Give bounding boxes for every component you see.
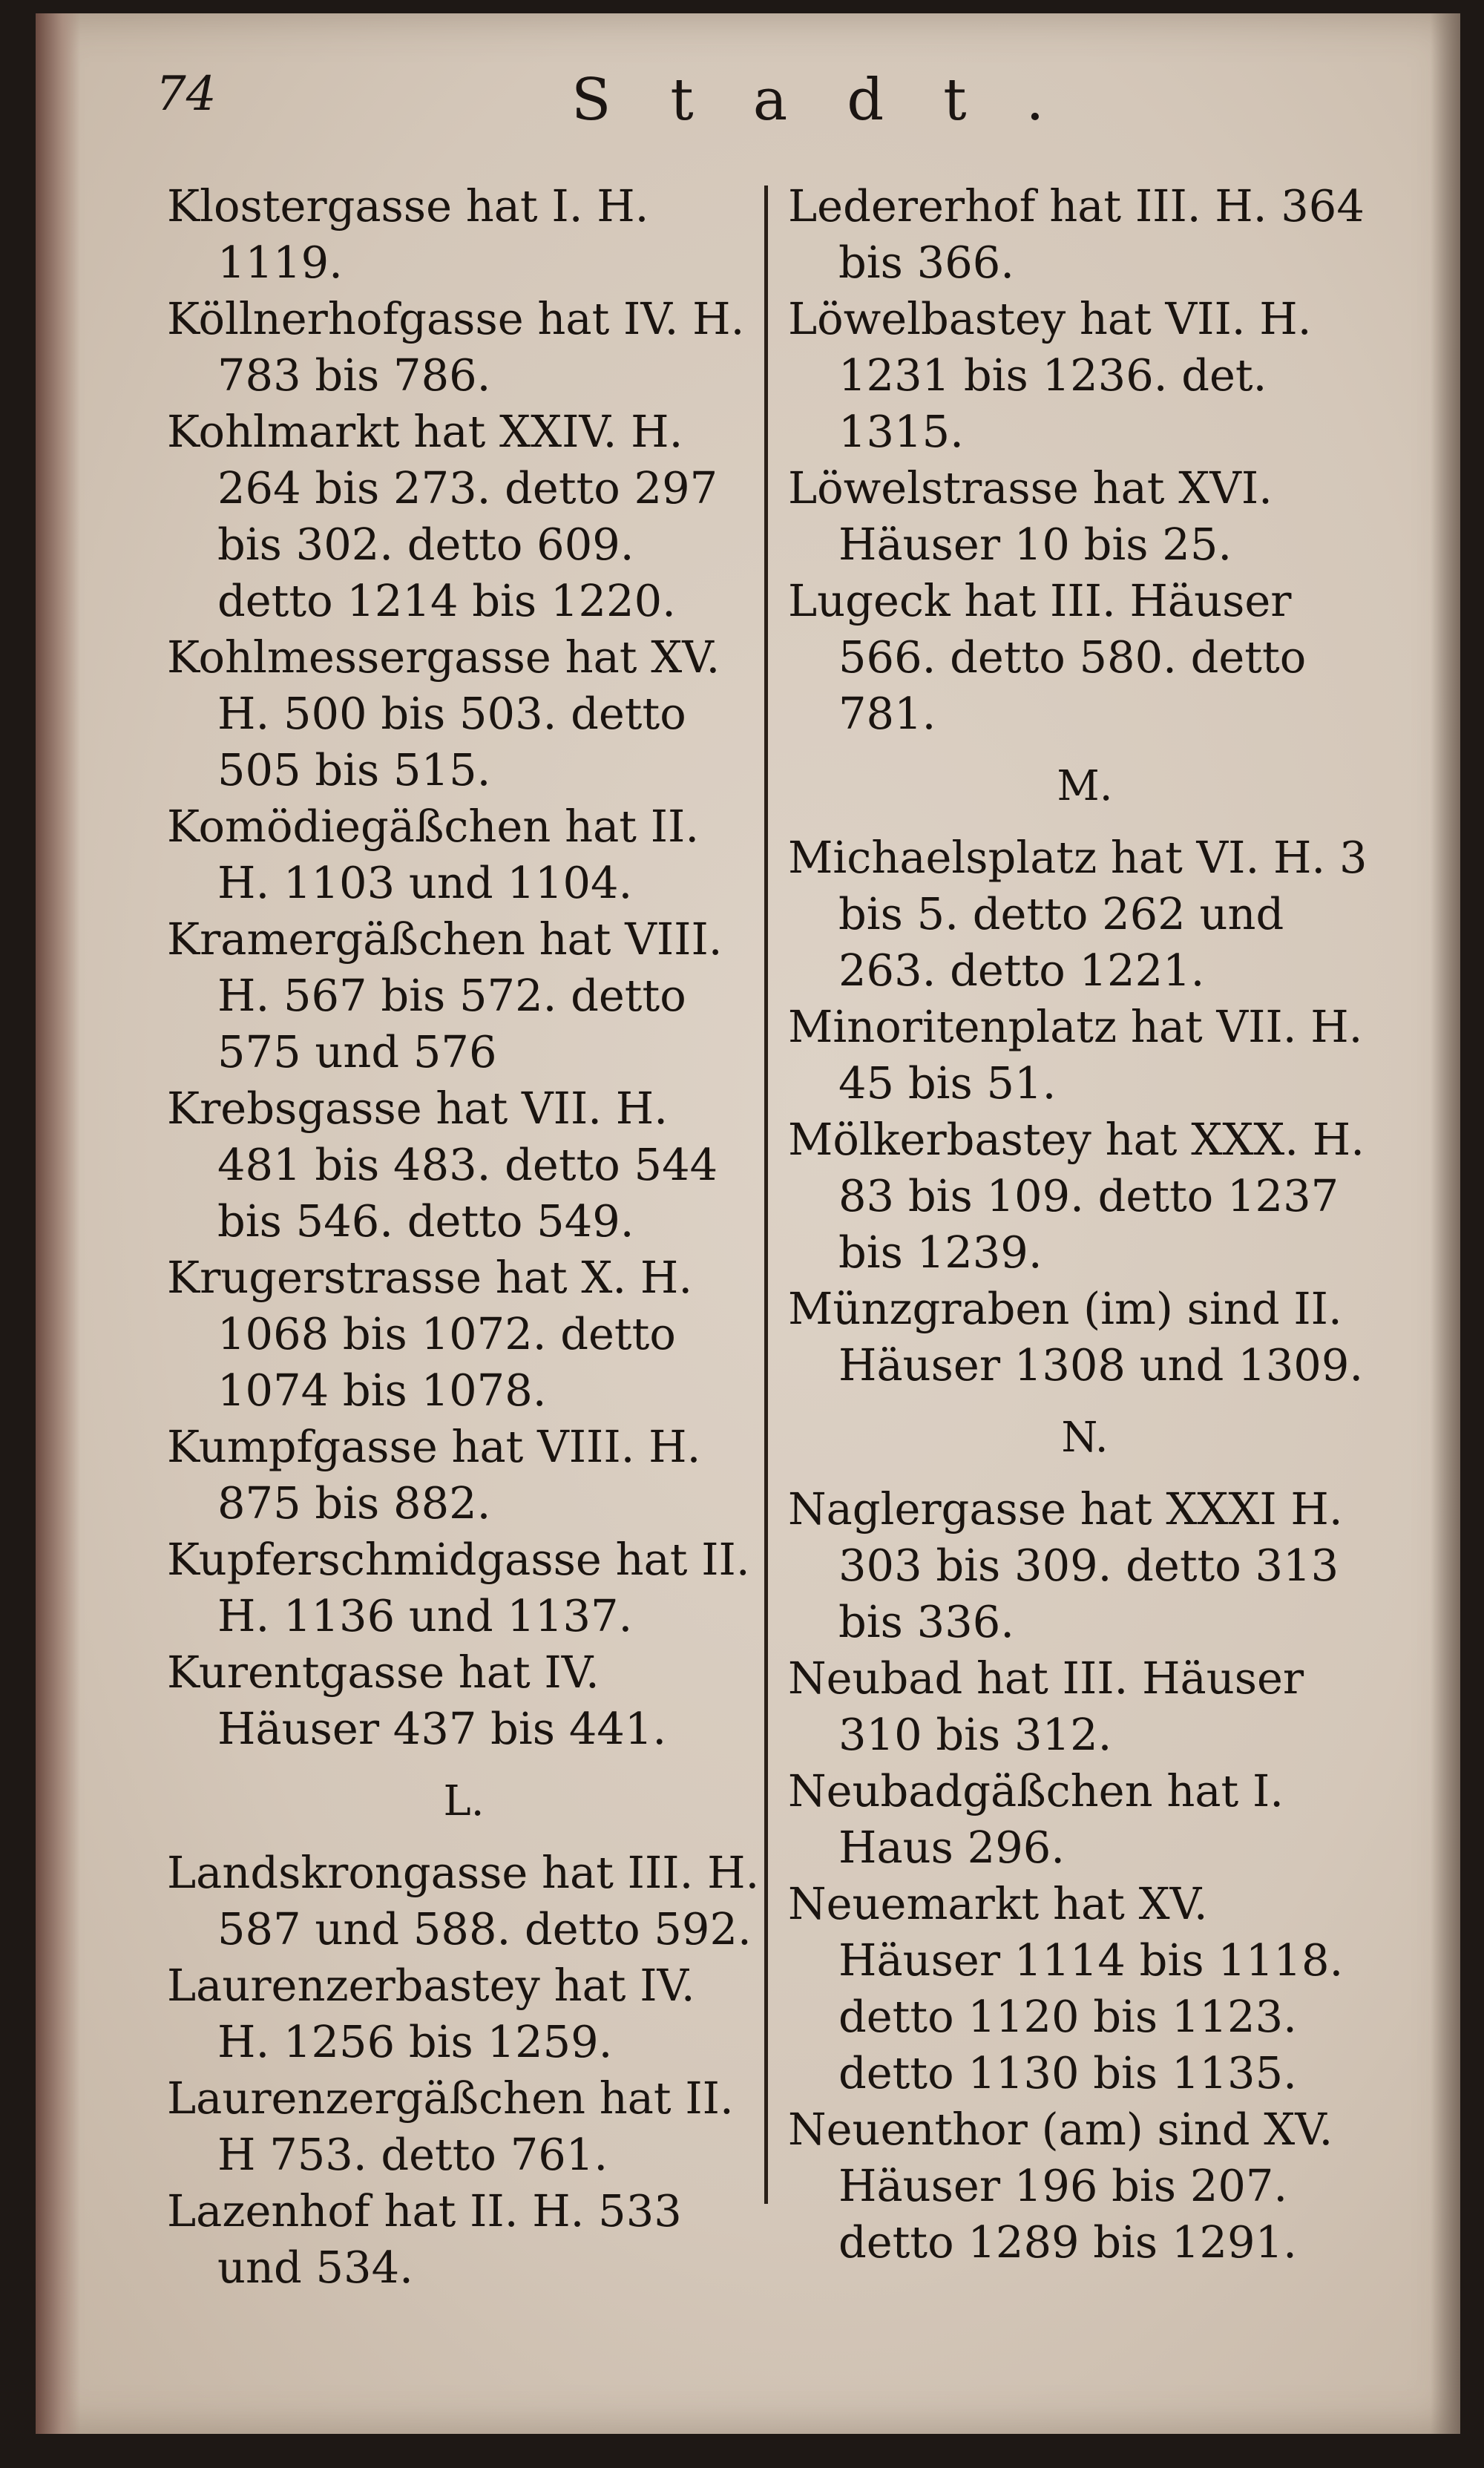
list-item: Kohlmarkt hat XXIV. H. 264 bis 273. detto 297 bis 302. detto 609. detto 1214 bis 1220.: [167, 406, 718, 626]
list-item: Naglergasse hat XXXI H. 303 bis 309. detto 313 bis 336.: [788, 1483, 1343, 1647]
page-number: 74: [156, 67, 217, 122]
list-item: Kohlmessergasse hat XV. H. 500 bis 503. detto 505 bis 515.: [167, 631, 720, 795]
page-edge: [1431, 13, 1460, 2434]
list-item: Löwelbastey hat VII. H. 1231 bis 1236. det. 1315.: [788, 293, 1312, 457]
section-letter: L.: [443, 1777, 485, 1825]
list-item: Laurenzerbastey hat IV. H. 1256 bis 1259.: [167, 1960, 695, 2067]
list-item: Lazenhof hat II. H. 533 und 534.: [167, 2185, 682, 2293]
left-column: [167, 178, 761, 2296]
section-letter: M.: [1057, 762, 1113, 810]
page-gutter: [36, 13, 80, 2434]
list-item: Landskrongasse hat III. H. 587 und 588. detto 592.: [167, 1847, 760, 1955]
list-item: Komödiegäßchen hat II. H. 1103 und 1104.: [167, 801, 700, 908]
list-item: Krugerstrasse hat X. H. 1068 bis 1072. detto 1074 bis 1078.: [167, 1252, 693, 1416]
running-head: [156, 67, 1417, 156]
list-item: Neuemarkt hat XV. Häuser 1114 bis 1118. detto 1120 bis 1123. detto 1130 bis 1135.: [788, 1878, 1344, 2098]
list-item: Krebsgasse hat VII. H. 481 bis 483. detto 544 bis 546. detto 549.: [167, 1083, 718, 1247]
list-item: Klostergasse hat I. H. 1119.: [167, 180, 649, 288]
list-item: Kurentgasse hat IV. Häuser 437 bis 441.: [167, 1647, 667, 1754]
list-item: Lugeck hat III. Häuser 566. detto 580. detto 781.: [788, 575, 1307, 739]
list-item: Neubadgäßchen hat I. Haus 296.: [788, 1765, 1284, 1873]
page-title: Stadt.: [571, 67, 1104, 134]
list-item: Löwelstrasse hat XVI. Häuser 10 bis 25.: [788, 462, 1273, 570]
list-item: Laurenzergäßchen hat II. H 753. detto 761.: [167, 2072, 734, 2180]
section-letter: N.: [1061, 1414, 1109, 1462]
list-item: Kramergäßchen hat VIII. H. 567 bis 572. detto 575 und 576: [167, 913, 723, 1077]
list-item: Münzgraben (im) sind II. Häuser 1308 und 1309.: [788, 1283, 1364, 1391]
list-item: Kupferschmidgasse hat II. H. 1136 und 1137.: [167, 1534, 750, 1641]
list-item: Minoritenplatz hat VII. H. 45 bis 51.: [788, 1001, 1363, 1109]
list-item: Neubad hat III. Häuser 310 bis 312.: [788, 1653, 1304, 1760]
list-item: Michaelsplatz hat VI. H. 3 bis 5. detto 262 und 263. detto 1221.: [788, 832, 1368, 996]
list-item: Neuenthor (am) sind XV. Häuser 196 bis 207. detto 1289 bis 1291.: [788, 2104, 1333, 2268]
list-item: Ledererhof hat III. H. 364 bis 366.: [788, 180, 1365, 288]
right-column: [788, 178, 1382, 2271]
column-divider: [764, 186, 768, 2204]
list-item: Mölkerbastey hat XXX. H. 83 bis 109. detto 1237 bis 1239.: [788, 1114, 1365, 1278]
list-item: Köllnerhofgasse hat IV. H. 783 bis 786.: [167, 293, 745, 401]
list-item: Kumpfgasse hat VIII. H. 875 bis 882.: [167, 1421, 701, 1529]
